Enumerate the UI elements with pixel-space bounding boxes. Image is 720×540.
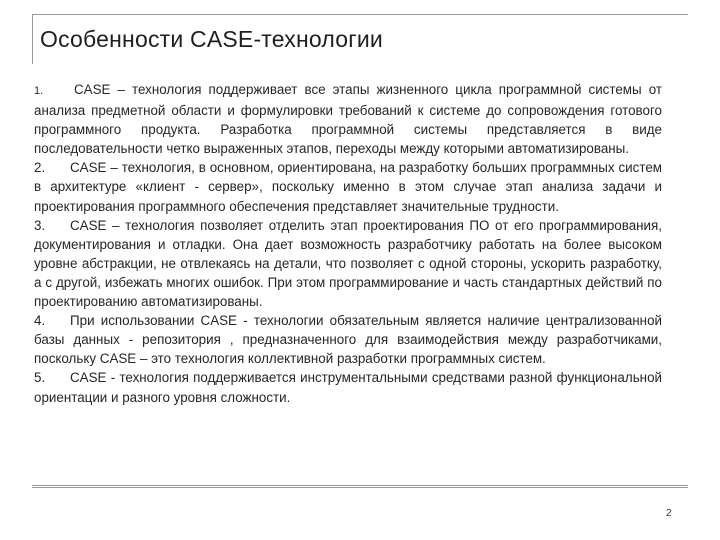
frame-left-line	[32, 14, 33, 64]
list-item-5	[34, 368, 662, 406]
list-item-3	[34, 216, 662, 311]
frame-top-line	[32, 14, 688, 15]
slide-body	[34, 80, 662, 407]
item-number: 5.	[34, 370, 46, 386]
list-item-4	[34, 311, 662, 368]
item-number: 3.	[34, 217, 46, 233]
item-text: При использовании CASE - технологии обязательным является наличие централизованной базы данных - репозитория , предназначенного для взаимодействия между разработчиками, поскольку CASE – это технология коллективной разработки программных систем.	[34, 313, 662, 367]
item-text: CASE – технология позволяет отделить этап проектирования ПО от его программирования, документирования и отладки. Она дает возможность разработчику работать на более высоком уровне абстракции, не отвлекаясь на детали, что позволяет с одной стороны, ускорить разработку, а с другой, избежать многих ошибок. При этом программирование и часть стандартных действий по проектированию автоматизированы.	[34, 217, 662, 310]
item-number: 4.	[34, 313, 46, 329]
list-item-1	[34, 80, 662, 158]
item-text: CASE – технология поддерживает все этапы жизненного цикла программной системы от анализа предметной области и формулировки требований к системе до сопровождения готового программного продукта. Разработка программной системы представляется в виде последовательности четко выраженных этапов, переходы между которыми автоматизированы.	[34, 82, 662, 157]
page-number: 2	[666, 508, 672, 519]
footer-divider	[32, 485, 688, 486]
slide-title: Особенности CASE-технологии	[40, 26, 383, 52]
item-number: 1.	[34, 85, 44, 97]
list-item-2	[34, 158, 662, 215]
item-number: 2.	[34, 160, 46, 176]
item-text: CASE – технология, в основном, ориентирована, на разработку больших программных систем в архитектуре «клиент - сервер», поскольку именно в этом случае этап анализа задачи и проектирования программного обеспечения представляет значительные трудности.	[34, 160, 662, 214]
item-text: CASE - технология поддерживается инструментальными средствами разной функциональной ориентации и разного уровня сложности.	[34, 370, 662, 405]
